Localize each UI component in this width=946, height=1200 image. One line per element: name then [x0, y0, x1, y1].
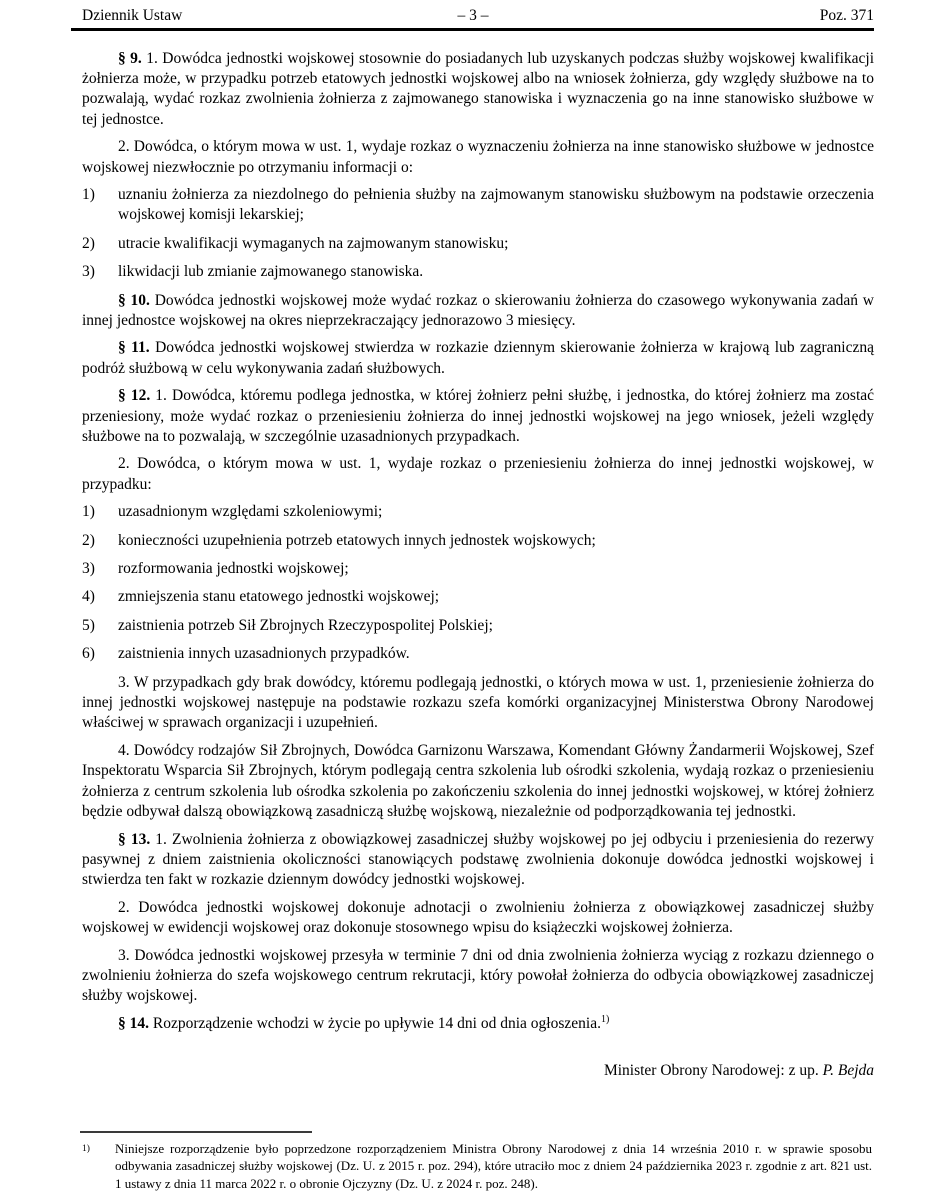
- list-9-item-1: [82, 185, 874, 226]
- signature-line: [82, 1061, 874, 1081]
- para-12-4: [82, 741, 874, 823]
- footnote-rule: [80, 1131, 312, 1133]
- header-rule: [71, 28, 874, 31]
- list-9-item-2: [82, 234, 874, 254]
- section-14-number: § 14.: [118, 1014, 149, 1032]
- footnote: [82, 1140, 872, 1193]
- page-header: [82, 7, 874, 25]
- para-text: 3. W przypadkach gdy brak dowódcy, któremu podlegają jednostki, o których mowa w ust. 1, przeniesienie żołnierza do innej jednostki wojskowej następuje na podstawie rozkazu szefa komórki organizacyjnej Ministerstwa Obrony Narodowej właściwej w sprawach organizacji i uzupełnień.: [82, 673, 874, 732]
- para-11: [82, 338, 874, 379]
- list-12-item-5: [82, 616, 874, 636]
- para-12-3: [82, 673, 874, 734]
- list-item-text: zaistnienia innych uzasadnionych przypadków.: [118, 645, 410, 663]
- list-item-text: zaistnienia potrzeb Sił Zbrojnych Rzeczypospolitej Polskiej;: [118, 616, 493, 634]
- list-item-text: konieczności uzupełnienia potrzeb etatowych innych jednostek wojskowych;: [118, 531, 596, 549]
- list-item-text: uzasadnionym względami szkoleniowymi;: [118, 503, 383, 521]
- section-10-number: § 10.: [118, 291, 150, 309]
- section-12-number: § 12.: [118, 387, 151, 405]
- para-12-2: [82, 454, 874, 495]
- list-marker: 1): [82, 185, 95, 203]
- para-12-1: [82, 386, 874, 447]
- list-12-item-6: [82, 644, 874, 664]
- para-10: [82, 291, 874, 332]
- para-text: 3. Dowódca jednostki wojskowej przesyła w terminie 7 dni od dnia zwolnienia żołnierza wyciąg z rozkazu dziennego o zwolnieniu żołnierza do szefa wojskowego centrum rekrutacji, który powołał żołnierza do odbycia obowiązkowej zasadniczej służby wojskowej.: [82, 946, 874, 1005]
- section-13-number: § 13.: [118, 830, 151, 848]
- list-item-text: zmniejszenia stanu etatowego jednostki wojskowej;: [118, 588, 440, 606]
- section-9-number: § 9.: [118, 49, 142, 67]
- para-9-2: [82, 137, 874, 178]
- list-marker: 6): [82, 645, 95, 663]
- list-marker: 2): [82, 234, 95, 252]
- list-item-text: rozformowania jednostki wojskowej;: [118, 560, 349, 578]
- journal-title: Dziennik Ustaw: [82, 7, 183, 24]
- list-marker: 2): [82, 531, 95, 549]
- list-marker: 1): [82, 503, 95, 521]
- para-14: [82, 1014, 874, 1034]
- list-marker: 3): [82, 560, 95, 578]
- list-12-item-1: [82, 502, 874, 522]
- para-13-1: [82, 830, 874, 891]
- list-item-text: utracie kwalifikacji wymaganych na zajmowanym stanowisku;: [118, 234, 509, 252]
- para-text: Rozporządzenie wchodzi w życie po upływie 14 dni od dnia ogłoszenia.: [149, 1014, 601, 1032]
- list-12-item-3: [82, 559, 874, 579]
- list-9-item-3: [82, 262, 874, 282]
- para-9-1: [82, 49, 874, 131]
- document-body: [82, 49, 874, 1082]
- list-12-item-4: [82, 587, 874, 607]
- para-text: 1. Zwolnienia żołnierza z obowiązkowej zasadniczej służby wojskowej po jej odbyciu i przeniesienia do rezerwy pasywnej z dniem zaistnienia okoliczności stanowiących podstawę zwolnienia dokonuje dowódca jednostki wojskowej i stwierdza ten fakt w rozkazie dziennym dowódcy jednostki wojskowej.: [82, 830, 875, 889]
- para-text: 1. Dowódca, któremu podlega jednostka, w której żołnierz pełni służbę, i jednostka, do której żołnierz ma zostać przeniesiony, może wydać rozkaz o przeniesieniu żołnierza do innej jednostki wojskowej na jego wniosek, jeżeli względy służbowe na to pozwalają, w szczególnie uzasadnionych przypadkach.: [82, 387, 875, 445]
- para-text: 4. Dowódcy rodzajów Sił Zbrojnych, Dowódca Garnizonu Warszawa, Komendant Główny Żandarmerii Wojskowej, Szef Inspektoratu Wsparcia Sił Zbrojnych, którym podlegają centra szkolenia lub ośrodki szkolenia, wydają rozkaz o przeniesieniu żołnierza z centrum szkolenia lub ośrodka szkolenia po zakończeniu szkolenia do innej jednostki wojskowej, w której żołnierz będzie odbywał dalszą obowiązkową zasadniczą służbę wojskową, niezależnie od podporządkowania tej jednostki.: [82, 741, 874, 821]
- para-text: 1. Dowódca jednostki wojskowej stosownie do posiadanych lub uzyskanych podczas służby wojskowej kwalifikacji żołnierza może, w przypadku potrzeb etatowych jednostki wojskowej albo na wniosek żołnierza, gdy względy służbowe na to pozwalają, wydać rozkaz zwolnienia żołnierza z zajmowanego stanowiska i wyznaczenia go na inne stanowisko służbowe w tej jednostce.: [82, 49, 875, 128]
- section-11-number: § 11.: [118, 339, 150, 357]
- para-13-2: [82, 898, 874, 939]
- signature-title: Minister Obrony Narodowej: z up.: [603, 1062, 823, 1080]
- page-number: – 3 –: [457, 7, 489, 24]
- para-text: 2. Dowódca jednostki wojskowej dokonuje adnotacji o zwolnieniu żołnierza z obowiązkowej zasadniczej służby wojskowej w ewidencji wojskowej oraz dokonuje stosownego wpisu do książeczki wojskowej żołnierza.: [82, 898, 874, 937]
- para-13-3: [82, 946, 874, 1007]
- list-marker: 3): [82, 263, 95, 281]
- footnote-marker: 1): [82, 1143, 90, 1154]
- para-text: 2. Dowódca, o którym mowa w ust. 1, wydaje rozkaz o wyznaczeniu żołnierza na inne stanowisko służbowe w jednostce wojskowej niezwłocznie po otrzymaniu informacji o:: [82, 138, 874, 176]
- para-text: 2. Dowódca, o którym mowa w ust. 1, wydaje rozkaz o przeniesieniu żołnierza do innej jednostki wojskowej, w przypadku:: [82, 455, 874, 493]
- position-number: Poz. 371: [819, 7, 874, 24]
- list-marker: 5): [82, 616, 95, 634]
- list-marker: 4): [82, 588, 95, 606]
- signature-name: P. Bejda: [822, 1062, 874, 1080]
- list-12-item-2: [82, 531, 874, 551]
- list-item-text: uznaniu żołnierza za niezdolnego do pełnienia służby na zajmowanym stanowisku służbowym na podstawie orzeczenia wojskowej komisji lekarskiej;: [118, 185, 874, 224]
- footnote-text: Niniejsze rozporządzenie było poprzedzone rozporządzeniem Ministra Obrony Narodowej z dnia 14 września 2010 r. w sprawie sposobu odbywania zasadniczej służby wojskowej (Dz. U. z 2015 r. poz. 294), które utraciło moc z dniem 24 października 2023 r. zgodnie z art. 821 ust. 1 ustawy z dnia 11 marca 2022 r. o obronie Ojczyzny (Dz. U. z 2024 r. poz. 248).: [115, 1140, 872, 1191]
- list-item-text: likwidacji lub zmianie zajmowanego stanowiska.: [118, 263, 424, 281]
- footnote-area: [82, 1131, 872, 1193]
- footnote-ref: 1): [600, 1013, 610, 1025]
- para-text: Dowódca jednostki wojskowej może wydać rozkaz o skierowaniu żołnierza do czasowego wykonywania zadań w innej jednostce wojskowej na okres nieprzekraczający jednorazowo 3 miesięcy.: [82, 291, 875, 329]
- para-text: Dowódca jednostki wojskowej stwierdza w rozkazie dziennym skierowanie żołnierza w krajową lub zagraniczną podróż służbową w celu wykonywania zadań służbowych.: [82, 339, 874, 377]
